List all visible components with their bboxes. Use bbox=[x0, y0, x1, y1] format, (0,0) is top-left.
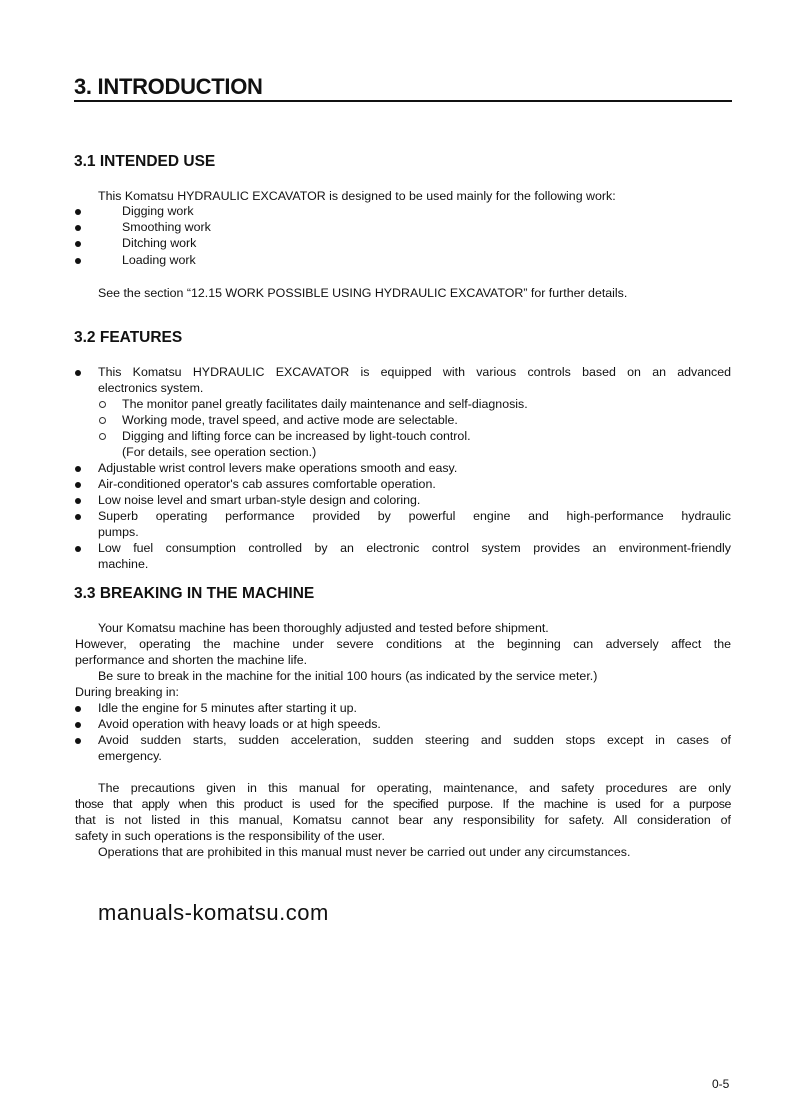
feature-text: Low noise level and smart urban-style design and coloring. bbox=[98, 493, 421, 507]
feature-text: Adjustable wrist control levers make operations smooth and easy. bbox=[98, 461, 458, 475]
section-heading-breaking-in: 3.3 BREAKING IN THE MACHINE bbox=[74, 585, 315, 602]
list-item: Idle the engine for 5 minutes after starting it up. bbox=[98, 701, 357, 715]
paragraph-line: However, operating the machine under severe conditions at the beginning can adversely affect the bbox=[75, 637, 731, 651]
circle-bullet-icon bbox=[99, 401, 106, 408]
bullet-icon bbox=[75, 258, 81, 264]
paragraph-line: During breaking in: bbox=[75, 685, 180, 699]
feature-text: Superb operating performance provided by powerful engine and high-performance hydraulic bbox=[98, 509, 731, 523]
list-item: Loading work bbox=[122, 253, 196, 267]
feature-text: Air-conditioned operator's cab assures comfortable operation. bbox=[98, 477, 436, 491]
chapter-title: 3. INTRODUCTION bbox=[74, 74, 263, 99]
paragraph-line: those that apply when this product is used for the specified purpose. If the machine is used for a purpose bbox=[75, 797, 731, 811]
section-heading-features: 3.2 FEATURES bbox=[74, 329, 183, 346]
list-item: Ditching work bbox=[122, 236, 197, 250]
bullet-icon bbox=[75, 241, 81, 247]
paragraph-line: that is not listed in this manual, Komatsu cannot bear any responsibility for safety. All consideration of bbox=[75, 813, 731, 827]
bullet-icon bbox=[75, 546, 81, 552]
bullet-icon bbox=[75, 209, 81, 215]
title-rule bbox=[74, 100, 732, 102]
paragraph-line: The precautions given in this manual for operating, maintenance, and safety procedures are only bbox=[98, 781, 731, 795]
bullet-icon bbox=[75, 370, 81, 376]
sub-item: The monitor panel greatly facilitates daily maintenance and self-diagnosis. bbox=[122, 397, 528, 411]
list-item: Digging work bbox=[122, 204, 194, 218]
list-item: Smoothing work bbox=[122, 220, 211, 234]
intro-text: This Komatsu HYDRAULIC EXCAVATOR is designed to be used mainly for the following work: bbox=[98, 189, 616, 203]
list-item: emergency. bbox=[98, 749, 162, 763]
watermark: manuals-komatsu.com bbox=[98, 900, 329, 925]
bullet-icon bbox=[75, 706, 81, 712]
bullet-icon bbox=[75, 466, 81, 472]
bullet-icon bbox=[75, 225, 81, 231]
paragraph-line: safety in such operations is the responsibility of the user. bbox=[75, 829, 385, 843]
feature-text: machine. bbox=[98, 557, 149, 571]
paragraph-line: Be sure to break in the machine for the initial 100 hours (as indicated by the service meter.) bbox=[98, 669, 598, 683]
see-section-text: See the section “12.15 WORK POSSIBLE USING HYDRAULIC EXCAVATOR” for further details. bbox=[98, 286, 628, 300]
feature-text: pumps. bbox=[98, 525, 139, 539]
bullet-icon bbox=[75, 498, 81, 504]
bullet-icon bbox=[75, 514, 81, 520]
bullet-icon bbox=[75, 722, 81, 728]
page-number: 0-5 bbox=[712, 1077, 730, 1091]
sub-item-note: (For details, see operation section.) bbox=[122, 445, 317, 459]
circle-bullet-icon bbox=[99, 417, 106, 424]
feature-text: Low fuel consumption controlled by an electronic control system provides an environment-friendly bbox=[98, 541, 731, 555]
paragraph-line: Your Komatsu machine has been thoroughly adjusted and tested before shipment. bbox=[98, 621, 549, 635]
sub-item: Digging and lifting force can be increased by light-touch control. bbox=[122, 429, 471, 443]
feature-text: This Komatsu HYDRAULIC EXCAVATOR is equipped with various controls based on an advanced bbox=[98, 365, 731, 379]
circle-bullet-icon bbox=[99, 433, 106, 440]
section-heading-intended-use: 3.1 INTENDED USE bbox=[74, 153, 216, 170]
paragraph-line: performance and shorten the machine life. bbox=[75, 653, 308, 667]
paragraph-line: Operations that are prohibited in this manual must never be carried out under any circumstances. bbox=[98, 845, 631, 859]
sub-item: Working mode, travel speed, and active mode are selectable. bbox=[122, 413, 458, 427]
feature-text: electronics system. bbox=[98, 381, 204, 395]
bullet-icon bbox=[75, 738, 81, 744]
list-item: Avoid sudden starts, sudden acceleration, sudden steering and sudden stops except in cases of bbox=[98, 733, 731, 747]
list-item: Avoid operation with heavy loads or at high speeds. bbox=[98, 717, 381, 731]
bullet-icon bbox=[75, 482, 81, 488]
